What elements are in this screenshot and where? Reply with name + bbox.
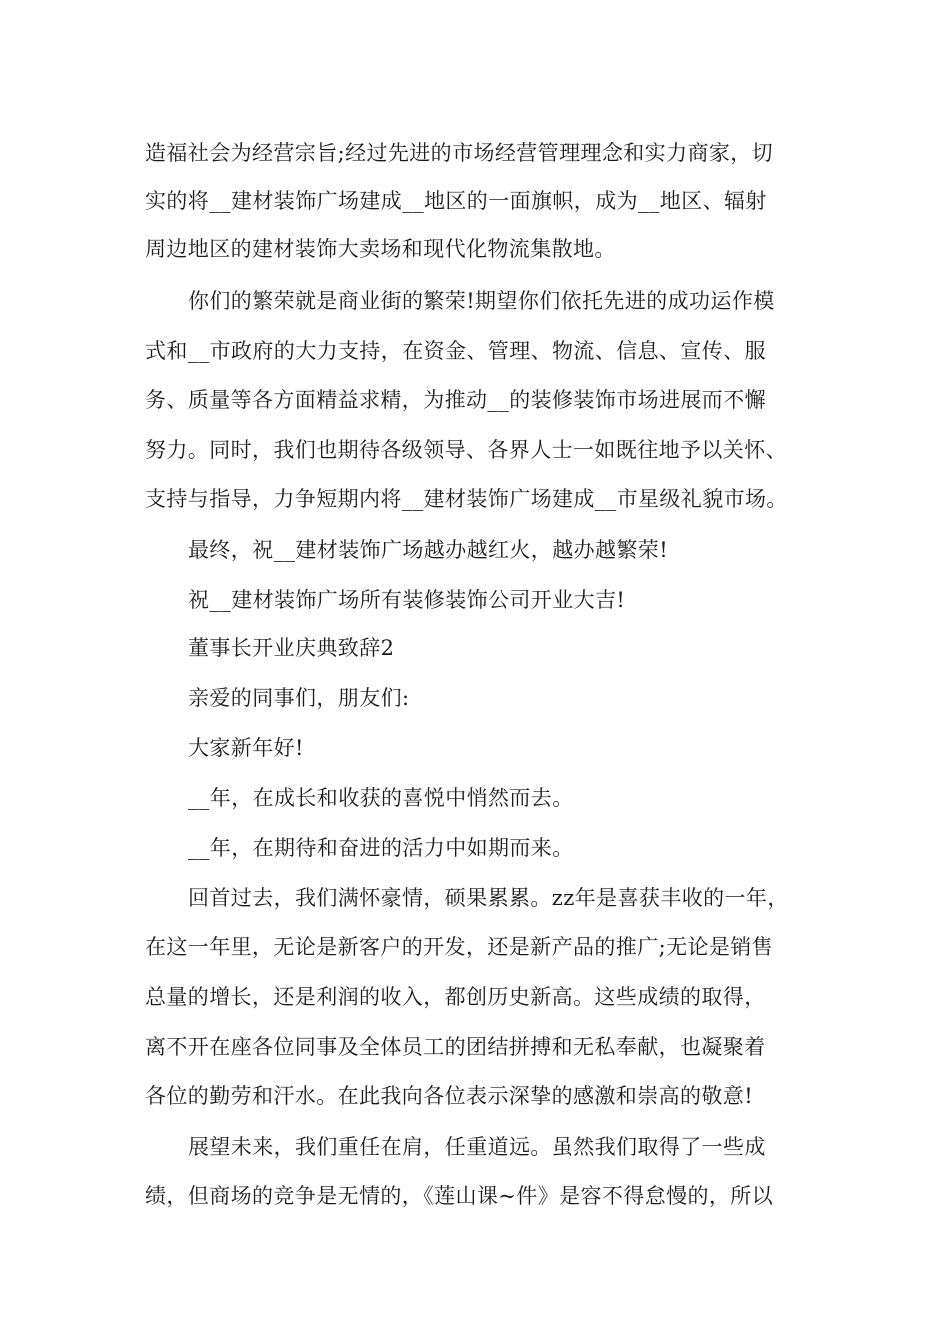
paragraph-line: 支持与指导，力争短期内将__建材装饰广场建成__市星级礼貌市场。	[145, 487, 788, 511]
paragraph-line: 式和__市政府的大力支持，在资金、管理、物流、信息、宣传、服	[145, 339, 766, 363]
paragraph-line: 你们的繁荣就是商业街的繁荣!期望你们依托先进的成功运作模	[188, 289, 775, 313]
paragraph-line: 务、质量等各方面精益求精，为推动__的装修装饰市场进展而不懈	[145, 388, 766, 412]
paragraph-line: 实的将__建材装饰广场建成__地区的一面旗帜，成为__地区、辐射	[145, 189, 767, 213]
paragraph-line: 各位的勤劳和汗水。在此我向各位表示深挚的感激和崇高的敬意!	[145, 1084, 754, 1108]
section-title: 董事长开业庆典致辞2	[188, 636, 395, 660]
paragraph-line: 总量的增长，还是利润的收入，都创历史新高。这些成绩的取得，	[145, 985, 766, 1009]
paragraph-line: 周边地区的建材装饰大卖场和现代化物流集散地。	[145, 237, 616, 261]
paragraph-line: 离不开在座各位同事及全体员工的团结拼搏和无私奉献，也凝聚着	[145, 1035, 766, 1059]
paragraph-line: 回首过去，我们满怀豪情，硕果累累。zz年是喜获丰收的一年，	[188, 886, 789, 910]
paragraph-line: 大家新年好!	[188, 736, 304, 760]
greeting-line: 亲爱的同事们，朋友们:	[188, 686, 410, 710]
paragraph-line: 展望未来，我们重任在肩，任重道远。虽然我们取得了一些成	[188, 1135, 766, 1159]
paragraph-line: 努力。同时，我们也期待各级领导、各界人士一如既往地予以关怀、	[145, 438, 787, 462]
paragraph-line: __年，在期待和奋进的活力中如期而来。	[188, 836, 574, 860]
paragraph-line: 绩，但商场的竞争是无情的，《莲山课~件》是容不得怠慢的，所以	[145, 1184, 774, 1208]
paragraph-line: 造福社会为经营宗旨;经过先进的市场经营管理理念和实力商家，切	[145, 141, 774, 165]
paragraph-line: __年，在成长和收获的喜悦中悄然而去。	[188, 786, 574, 810]
paragraph-line: 最终，祝__建材装饰广场越办越红火，越办越繁荣!	[188, 538, 669, 562]
paragraph-line: 在这一年里，无论是新客户的开发，还是新产品的推广;无论是销售	[145, 935, 774, 959]
paragraph-line: 祝__建材装饰广场所有装修装饰公司开业大吉!	[188, 588, 626, 612]
